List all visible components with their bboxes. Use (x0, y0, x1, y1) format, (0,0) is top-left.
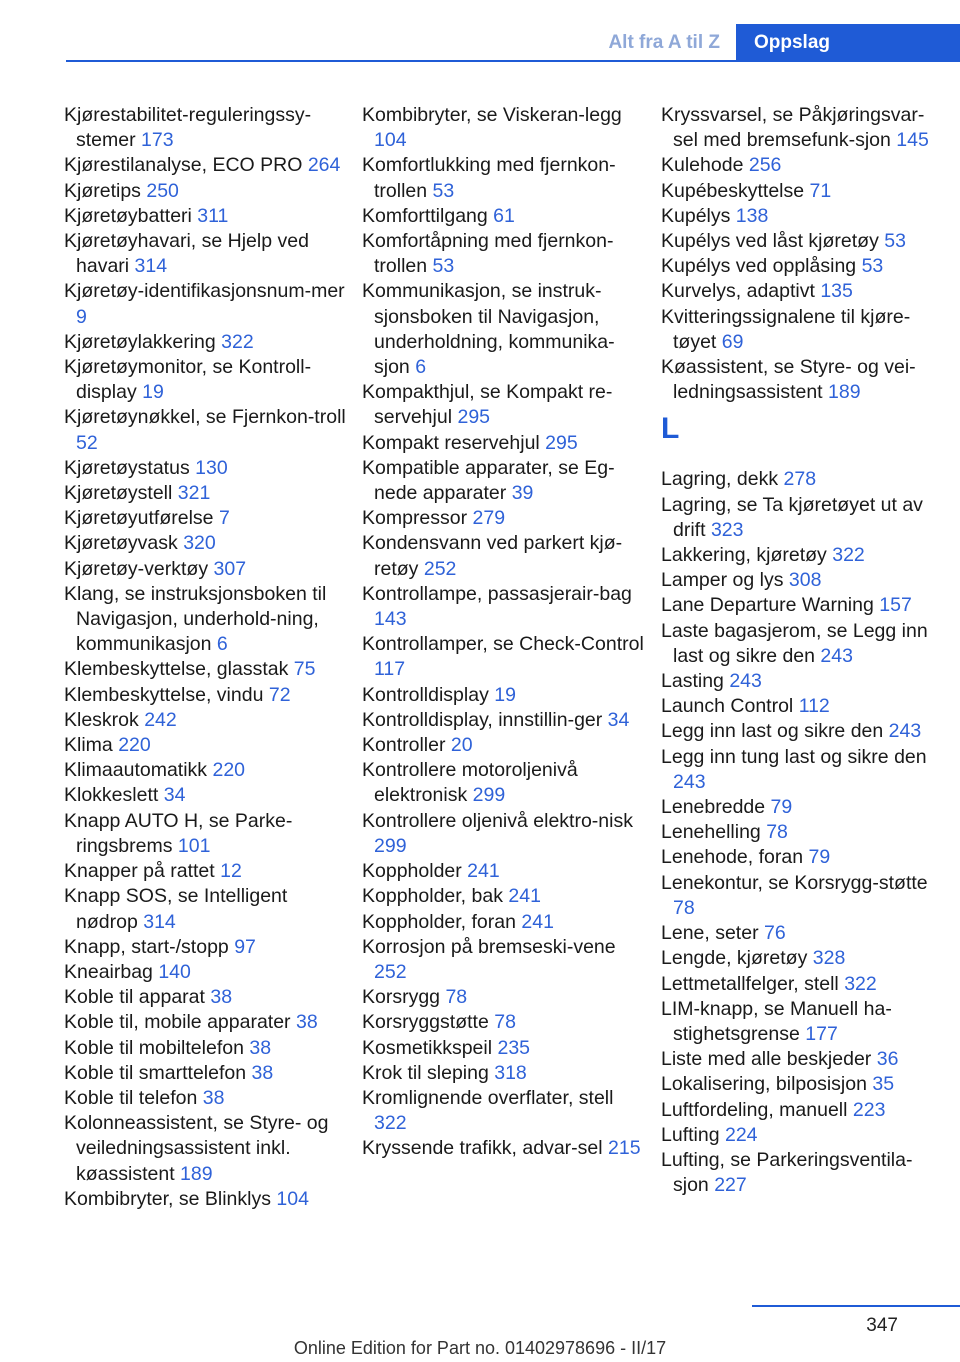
page-reference-link[interactable]: 250 (146, 179, 179, 202)
index-entry-text: Koppholder, foran (362, 910, 516, 933)
index-entry-text: Kjøretøy-verktøy (64, 557, 209, 580)
index-entry (64, 557, 349, 582)
index-entry-text: Kjøretips (64, 179, 141, 202)
page-reference-link[interactable]: 311 (197, 204, 229, 227)
index-entry (661, 694, 946, 719)
page-reference-link[interactable]: 314 (134, 255, 168, 278)
index-entry (64, 758, 349, 783)
index-entry-text: Kosmetikkspeil (362, 1036, 493, 1059)
page-reference-link[interactable]: 34 (607, 708, 630, 731)
page-reference-link[interactable]: 252 (374, 960, 407, 983)
index-entry (362, 985, 647, 1010)
index-entry (661, 669, 946, 694)
page-reference-link[interactable]: 79 (770, 796, 793, 819)
page-reference-link[interactable]: 6 (216, 633, 228, 656)
index-entry-text: Lufting, se Parkeringsventila-sjon (661, 1148, 913, 1197)
index-entry-text: Komfortlukking med fjernkon-trollen (362, 154, 616, 202)
index-entry (362, 935, 647, 985)
index-letter-heading: L (661, 412, 680, 446)
index-entry-text: Luftfordeling, manuell (661, 1098, 848, 1121)
index-entry (64, 1061, 349, 1086)
page-reference-link[interactable]: 39 (511, 482, 534, 505)
index-entry-text: Klima (64, 734, 113, 757)
page-reference-link[interactable]: 215 (608, 1137, 641, 1160)
index-entry (661, 153, 946, 178)
index-entry-text: Lagring, se Ta kjøretøyet ut av drift (661, 493, 923, 541)
index-entry (661, 795, 946, 820)
index-entry-text: Komfortåpning med fjernkon-trollen (362, 230, 614, 278)
index-entry (362, 229, 647, 279)
index-entry-text: Kjøretøylakkering (64, 330, 216, 353)
page-reference-link[interactable]: 243 (888, 720, 922, 743)
index-entry (64, 1010, 349, 1035)
page-reference-link[interactable]: 135 (820, 280, 853, 303)
index-entry (64, 683, 349, 708)
index-entry (661, 279, 946, 304)
page-reference-link[interactable]: 321 (177, 482, 211, 505)
page-reference-link[interactable]: 143 (374, 608, 407, 631)
index-entry-text: Lengde, kjøretøy (661, 947, 808, 970)
index-entry (661, 871, 946, 921)
index-entry-text: Kjøretøy-identifikasjonsnum-mer (64, 280, 345, 303)
index-entry (661, 305, 946, 355)
index-entry-text: Lenekontur, se Korsrygg-støtte (661, 871, 928, 894)
page-reference-link[interactable]: 9 (76, 305, 87, 328)
index-entry (64, 229, 349, 279)
index-entry-text: Kompakthjul, se Kompakt re-servehjul (362, 381, 613, 429)
index-entry-text: Lamper og lys (661, 569, 784, 592)
page-reference-link[interactable]: 145 (896, 129, 929, 152)
index-entry-text: Korsryggstøtte (362, 1011, 489, 1034)
index-entry-text: Kjøretøyutførelse (64, 507, 214, 530)
index-entry (661, 568, 946, 593)
page-reference-link[interactable]: 78 (673, 896, 695, 919)
index-columns (64, 103, 944, 1273)
page-number: 347 (866, 1315, 898, 1336)
index-entry-text: Knapp AUTO H, se Parke-ringsbrems (64, 809, 293, 857)
index-entry (64, 708, 349, 733)
index-entry (362, 506, 647, 531)
page-reference-link[interactable]: 223 (852, 1098, 886, 1121)
index-entry-text: Koppholder, bak (362, 885, 503, 908)
index-entry (362, 1086, 647, 1136)
page-reference-link[interactable]: 78 (766, 821, 788, 844)
page-reference-link[interactable]: 112 (798, 695, 830, 718)
index-entry (362, 582, 647, 632)
page-reference-link[interactable]: 140 (158, 960, 191, 983)
index-entry-text: Koble til mobiltelefon (64, 1036, 244, 1059)
index-entry (64, 1036, 349, 1061)
index-entry-text: Kurvelys, adaptivt (661, 280, 815, 303)
index-entry (362, 910, 647, 935)
page-reference-link[interactable]: 71 (809, 179, 832, 202)
index-entry-text: Kneairbag (64, 960, 153, 983)
page-reference-link[interactable]: 38 (202, 1086, 225, 1109)
index-entry (64, 884, 349, 934)
page-reference-link[interactable]: 295 (457, 406, 491, 429)
page-reference-link[interactable]: 241 (521, 910, 554, 933)
index-entry (64, 783, 349, 808)
index-entry-text: Klembeskyttelse, vindu (64, 683, 264, 706)
page-reference-link[interactable]: 104 (374, 129, 407, 152)
index-entry-text: Legg inn last og sikre den (661, 720, 884, 743)
index-entry (64, 1187, 349, 1212)
index-entry-text: Lane Departure Warning (661, 594, 874, 617)
index-entry-text: Kompatible apparater, se Eg-nede apparater (362, 456, 615, 505)
index-entry (661, 921, 946, 946)
index-entry-text: Kvitteringssignalene til kjøre-tøyet (661, 305, 911, 353)
index-entry-text: Kjøretøymonitor, se Kontroll-display (64, 356, 312, 404)
index-entry (661, 493, 946, 543)
page-reference-link[interactable]: 36 (876, 1048, 899, 1071)
index-entry (661, 204, 946, 229)
index-entry (362, 758, 647, 808)
page-reference-link[interactable]: 69 (721, 330, 744, 353)
page-reference-link[interactable]: 104 (276, 1187, 309, 1210)
section-tab[interactable]: Alt fra A til Z (608, 32, 720, 53)
index-column-1 (64, 103, 349, 1212)
index-entry-text: Klang, se instruksjonsboken til Navigasjon, underhold-ning, kommunikasjon (64, 582, 327, 656)
index-entry (661, 946, 946, 971)
index-entry (64, 456, 349, 481)
index-entry-text: Legg inn tung last og sikre den (661, 745, 927, 768)
page-reference-link[interactable]: 53 (432, 179, 455, 202)
index-entry-text: LIM-knapp, se Manuell ha-stighetsgrense (661, 997, 892, 1045)
page-reference-link[interactable]: 227 (714, 1174, 747, 1197)
index-entry-text: Lufting (661, 1123, 720, 1146)
page-reference-link[interactable]: 189 (828, 381, 861, 404)
index-entry-text: Kjøretøybatteri (64, 204, 192, 227)
index-entry-text: Kromlignende overflater, stell (362, 1086, 614, 1109)
page-header (66, 24, 960, 62)
index-entry-text: Klembeskyttelse, glasstak (64, 658, 289, 681)
index-entry-text: Kulehode (661, 154, 744, 177)
page-reference-link[interactable]: 242 (144, 708, 177, 731)
page-reference-link[interactable]: 243 (673, 770, 706, 793)
index-entry-text: Kombibryter, se Blinklys (64, 1187, 271, 1210)
index-entry (64, 279, 349, 329)
index-entry (661, 745, 946, 795)
index-entry (64, 960, 349, 985)
index-entry (362, 683, 647, 708)
page-reference-link[interactable]: 75 (293, 658, 316, 681)
index-entry-text: Lakkering, kjøretøy (661, 544, 827, 567)
page-reference-link[interactable]: 322 (832, 544, 865, 567)
index-entry-text: Kjørestabilitet-reguleringssy-stemer (64, 104, 312, 152)
index-entry-text: Kryssvarsel, se Påkjøringsvar-sel med bremsefunk-sjon (661, 104, 925, 152)
page-reference-link[interactable]: 323 (710, 518, 744, 541)
page-reference-link[interactable]: 20 (450, 734, 473, 757)
index-entry (661, 179, 946, 204)
index-entry (661, 355, 946, 405)
index-entry-text: Kompakt reservehjul (362, 431, 540, 454)
index-entry (661, 619, 946, 669)
index-entry (661, 1148, 946, 1198)
page-reference-link[interactable]: 279 (472, 507, 506, 530)
page-reference-link[interactable]: 318 (494, 1061, 527, 1084)
page-reference-link[interactable]: 256 (748, 154, 782, 177)
index-entry-text: Kontrollamper, se Check-Control (362, 633, 644, 656)
index-entry-text: Kontrolldisplay, innstillin-ger (362, 708, 603, 731)
index-entry (64, 481, 349, 506)
index-entry (661, 1047, 946, 1072)
index-entry-text: Korrosjon på bremseski-vene (362, 935, 616, 958)
index-entry-text: Kjøretøystell (64, 482, 173, 505)
page-reference-link[interactable]: 97 (234, 935, 256, 958)
page-reference-link[interactable]: 322 (374, 1112, 407, 1135)
page-reference-link[interactable]: 299 (374, 834, 407, 857)
page-reference-link[interactable]: 38 (210, 986, 233, 1009)
index-entry (661, 997, 946, 1047)
index-entry-text: Kjørestilanalyse, ECO PRO (64, 154, 303, 177)
page-reference-link[interactable]: 220 (118, 734, 151, 757)
index-entry (64, 330, 349, 355)
page-reference-link[interactable]: 38 (295, 1011, 318, 1034)
page-reference-link[interactable]: 53 (432, 255, 455, 278)
page-reference-link[interactable]: 79 (808, 846, 831, 869)
footer-rule (752, 1305, 960, 1307)
index-entry (362, 456, 647, 506)
page-reference-link[interactable]: 130 (195, 456, 228, 479)
index-entry (362, 431, 647, 456)
index-entry (64, 103, 349, 153)
index-entry-text: Kontrolldisplay (362, 683, 489, 706)
page-reference-link[interactable]: 101 (177, 834, 211, 857)
index-entry (64, 531, 349, 556)
index-entry (362, 279, 647, 380)
page-reference-link[interactable]: 53 (884, 230, 906, 253)
index-entry-text: Kontroller (362, 734, 446, 757)
page-reference-link[interactable]: 320 (183, 532, 216, 555)
index-entry (64, 153, 349, 178)
index-entry (64, 1086, 349, 1111)
index-entry (64, 1111, 349, 1187)
index-entry (362, 859, 647, 884)
index-entry (362, 1136, 647, 1161)
index-entry (661, 543, 946, 568)
page-reference-link[interactable]: 72 (268, 683, 291, 706)
index-entry (362, 884, 647, 909)
index-entry (362, 204, 647, 229)
index-entry-text: Koble til, mobile apparater (64, 1011, 291, 1034)
index-entry (362, 1036, 647, 1061)
index-entry (64, 859, 349, 884)
index-entry (661, 1072, 946, 1097)
index-entry (661, 1123, 946, 1148)
page-reference-link[interactable]: 322 (221, 330, 254, 353)
index-entry (64, 809, 349, 859)
page-reference-link[interactable]: 52 (76, 431, 98, 454)
index-entry (661, 719, 946, 744)
index-entry (661, 229, 946, 254)
index-entry-text: Kupélys ved låst kjøretøy (661, 230, 879, 253)
index-entry-text: Lasting (661, 670, 724, 693)
index-entry (362, 632, 647, 682)
page-reference-link[interactable]: 34 (163, 784, 186, 807)
index-entry (362, 809, 647, 859)
page-reference-link[interactable]: 78 (445, 986, 468, 1009)
page-reference-link[interactable]: 173 (141, 129, 174, 152)
page-reference-link[interactable]: 322 (844, 972, 877, 995)
index-entry (661, 1098, 946, 1123)
index-entry-text: Kjøretøyvask (64, 532, 178, 555)
index-entry-text: Liste med alle beskjeder (661, 1048, 872, 1071)
index-entry (661, 593, 946, 618)
index-entry-text: Kryssende trafikk, advar-sel (362, 1137, 603, 1160)
index-entry-text: Klimaautomatikk (64, 759, 208, 782)
page-reference-link[interactable]: 308 (788, 569, 822, 592)
page-reference-link[interactable]: 38 (249, 1036, 272, 1059)
page-reference-link[interactable]: 252 (423, 557, 457, 580)
page-reference-link[interactable]: 12 (220, 860, 242, 883)
index-entry (661, 103, 946, 153)
page-reference-link[interactable]: 295 (545, 431, 578, 454)
page-reference-link[interactable]: 224 (724, 1123, 758, 1146)
index-entry-text: Kontrollere motoroljenivå elektronisk (362, 759, 578, 807)
index-entry-text: Koble til telefon (64, 1086, 198, 1109)
index-entry-text: Køassistent, se Styre- og vei-ledningsassistent (661, 356, 916, 404)
index-entry (661, 820, 946, 845)
index-entry-text: Kompressor (362, 507, 468, 530)
index-entry-text: Krok til sleping (362, 1061, 489, 1084)
index-entry-text: Kondensvann ved parkert kjø-retøy (362, 532, 623, 580)
page-reference-link[interactable]: 6 (415, 356, 427, 379)
index-entry (362, 1061, 647, 1086)
index-entry-text: Kombibryter, se Viskeran-legg (362, 104, 622, 126)
page-reference-link[interactable]: 35 (872, 1073, 895, 1096)
page-reference-link[interactable]: 7 (218, 507, 230, 530)
index-entry-text: Koble til smarttelefon (64, 1061, 247, 1084)
index-entry-text: Klokkeslett (64, 784, 159, 807)
page-reference-link[interactable]: 241 (508, 885, 541, 908)
index-entry-text: Lenehode, foran (661, 846, 804, 869)
index-entry-text: Kleskrok (64, 708, 139, 731)
page-reference-link[interactable]: 177 (805, 1022, 838, 1045)
index-entry-text: Kontrollampe, passasjerair-bag (362, 582, 632, 605)
page-reference-link[interactable]: 278 (783, 468, 817, 491)
index-entry-text: Kommunikasjon, se instruk-sjonsboken til Navigasjon, underholdning, kommunika-sjon (362, 280, 615, 379)
page-reference-link[interactable]: 117 (374, 658, 406, 681)
index-entry-text: Kontrollere oljenivå elektro-nisk (362, 809, 633, 832)
index-entry (64, 582, 349, 658)
index-entry (64, 204, 349, 229)
page-reference-link[interactable]: 189 (180, 1162, 213, 1185)
index-entry (64, 506, 349, 531)
index-entry-text: Kupébeskyttelse (661, 179, 805, 202)
index-entry-text: Koble til apparat (64, 986, 205, 1009)
page-reference-link[interactable]: 138 (735, 204, 769, 227)
index-entry-text: Lenebredde (661, 796, 766, 819)
page-reference-link[interactable]: 243 (820, 644, 853, 667)
page-reference-link[interactable]: 53 (861, 255, 884, 278)
index-entry-text: Lene, seter (661, 922, 759, 945)
index-entry-text: Koppholder (362, 860, 462, 883)
index-entry (362, 380, 647, 430)
page-reference-link[interactable]: 157 (879, 594, 912, 617)
header-rule (66, 60, 960, 62)
index-entry (64, 355, 349, 405)
index-entry-text: Kjøretøynøkkel, se Fjernkon-troll (64, 406, 346, 429)
page-reference-link[interactable]: 38 (251, 1061, 274, 1084)
page-reference-link[interactable]: 19 (494, 683, 516, 706)
index-entry-text: Kjøretøystatus (64, 456, 190, 479)
index-entry-text: Knapp, start-/stopp (64, 935, 229, 958)
index-entry-text: Knapper på rattet (64, 860, 215, 883)
index-entry (64, 405, 349, 455)
index-entry-text: Lokalisering, bilposisjon (661, 1073, 867, 1096)
index-entry (362, 733, 647, 758)
index-entry (661, 254, 946, 279)
edition-note: Online Edition for Part no. 01402978696 - II/17 (293, 1338, 667, 1358)
index-entry (362, 1010, 647, 1035)
page-reference-link[interactable]: 314 (143, 910, 176, 933)
index-entry-text: Knapp SOS, se Intelligent nødrop (64, 885, 288, 933)
index-entry-text: Lettmetallfelger, stell (661, 972, 839, 995)
page-reference-link[interactable]: 241 (467, 860, 500, 883)
index-entry (64, 985, 349, 1010)
page-reference-link[interactable]: 264 (307, 154, 341, 177)
index-entry-text: Kupélys (661, 204, 731, 227)
index-entry (64, 935, 349, 960)
active-tab[interactable]: Oppslag (736, 24, 960, 62)
index-entry-text: Kolonneassistent, se Styre- og veiledningsassistent inkl. køassistent (64, 1112, 329, 1185)
index-entry-text: Kupélys ved opplåsing (661, 255, 857, 278)
index-entry (362, 103, 647, 153)
index-entry (64, 657, 349, 682)
index-entry (362, 531, 647, 581)
index-entry-text: Laste bagasjerom, se Legg inn last og sikre den (661, 619, 928, 667)
index-entry-text: Lenehelling (661, 821, 761, 844)
index-entry (64, 179, 349, 204)
page-reference-link[interactable]: 299 (472, 784, 506, 807)
page-reference-link[interactable]: 19 (142, 381, 164, 404)
index-entry (661, 972, 946, 997)
index-entry (362, 708, 647, 733)
page-reference-link[interactable]: 61 (493, 204, 515, 227)
index-entry (362, 153, 647, 203)
page-reference-link[interactable]: 243 (729, 670, 762, 693)
index-entry-text: Komforttilgang (362, 204, 488, 227)
page-reference-link[interactable]: 76 (764, 922, 786, 945)
page-reference-link[interactable]: 78 (494, 1011, 516, 1034)
index-entry (661, 467, 946, 492)
index-entry (64, 733, 349, 758)
page-reference-link[interactable]: 220 (212, 759, 246, 782)
index-entry-text: Lagring, dekk (661, 468, 779, 491)
index-entry-text: Launch Control (661, 695, 794, 718)
page-reference-link[interactable]: 307 (213, 557, 247, 580)
index-entry-text: Korsrygg (362, 986, 441, 1009)
index-column-3 (661, 103, 946, 1198)
index-entry (661, 845, 946, 870)
index-entry-text: Kjøretøyhavari, se Hjelp ved havari (64, 230, 309, 278)
page-reference-link[interactable]: 328 (812, 947, 846, 970)
page-reference-link[interactable]: 235 (497, 1036, 531, 1059)
index-column-2 (362, 103, 647, 1162)
